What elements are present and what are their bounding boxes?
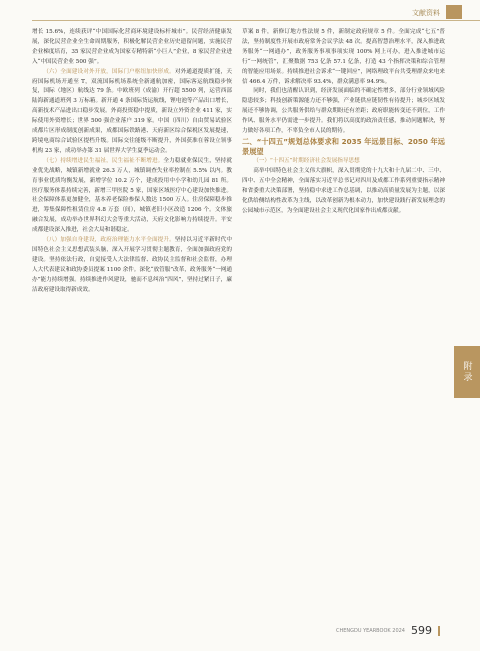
paragraph xyxy=(32,236,232,295)
paragraph: 草案 8 件，新修订地方性法规 5 件，新制定政府规章 5 件。全面完成“七五”普法，坚持制度性开展市政府常务会议学法 48 次。提高智慧治理水平，深入推进政务服务“一网通办”，政务服务事项事项实现 100% 网上可办，进入推进城市运行“一网统管”，汇聚数据 753 亿条 57.1 亿条，打造 43 个指挥决策和综合管理的智能应用场景。持续推进社会诉求“一键回应”，网络理政平台共受理群众来电来信 466.4 万件，诉求解决率 93.4%，群众满意率 94.9%。 xyxy=(242,29,445,85)
paragraph-text: 全力稳就业保民生，坚持就业优先战略，城镇新增就业 26.3 万人，城镇调查失业率控制在 5.5% 以内。教育事业优质均衡发展，新增学位 10.2 万个，建成投用中小学和幼儿园 81 所。医疗服务体系持续完善，新增三甲医院 5 家，国家区域医疗中心建设加快推进。社会保障体系更加健全，基本养老保险参保人数达 1500 万人。住房保障稳步推进，筹集保障性租赁住房 4.8 万套（间），城镇老旧小区改造 1206 个。文体旅融合发展，成功举办世界科幻大会等重大活动，天府文化影响力持续提升。平安成都建设深入推进，社会大局和谐稳定。 xyxy=(32,157,232,234)
footer-accent-bar xyxy=(438,626,440,636)
paragraph xyxy=(242,157,445,167)
journal-name: CHENGDU YEARBOOK 2024 xyxy=(335,627,405,634)
subheading: （七）持续增进民生福祉，民生福祉不断增进。 xyxy=(43,157,164,164)
subheading: （一）“十四五”时期经济社会发展指导思想 xyxy=(253,157,360,164)
paragraph-text: 坚持以习近平新时代中国特色社会主义思想武装头脑，深入开展学习贯彻主题教育，全面加强政府党的建设。坚持依法行政，自觉接受人大法律监督、政协民主监督和社会监督，办理人大代表建议和政协委员提案 1100 余件。深化“放管服”改革，政务服务“一网通办”能力持续增强。持续推进作风建设，驰而不息纠治“四风”，坚持过紧日子，廉洁政府建设取得新成效。 xyxy=(32,237,232,293)
appendix-side-tab: 附录 xyxy=(454,346,480,398)
top-rule xyxy=(32,20,480,21)
paragraph: 同时，我们也清醒认识到，经济发展面临的不确定性增多，部分行业领域风险隐患较多；科技创新策源能力还不够强，产业链供应链韧性有待提升；城乡区域发展还不够协调，公共服务供给与群众期盼还有差距；政府职能转变还不到位，工作作风、服务水平仍需进一步提升。我们将以高度的政治责任感，推动问题解决，努力做好各项工作，不辜负全市人民的期待。 xyxy=(242,88,445,135)
subheading: （六）全面建设对外开放，国际门户枢纽加快形成。 xyxy=(43,68,175,75)
subheading: （八）加强自身建设，政府治理能力水平全面提升。 xyxy=(43,237,175,244)
header-color-block xyxy=(446,5,462,19)
left-column xyxy=(32,28,232,295)
right-column xyxy=(242,28,445,216)
header-label: 文献资料 xyxy=(412,9,440,17)
page-footer xyxy=(336,624,440,637)
paragraph: 高举中国特色社会主义伟大旗帜，深入贯彻党的十九大和十九届二中、三中、四中、五中全会精神，全面落实习近平总书记对四川及成都工作系列重要指示精神和省委重大决策部署，坚持稳中求进工作总基调，以推动高质量发展为主题，以深化供给侧结构性改革为主线，以改革创新为根本动力，加快建设践行新发展理念的公园城市示范区，为全面建设社会主义现代化国家作出成都贡献。 xyxy=(242,167,445,214)
paragraph: 增长 15.6%，连续获评“中国国际化营商环境建设标杆城市”。民营经济健康发展，深化民营企业全生命周期服务，积极化解民营企业历史遗留问题，实施民营企业梯度培育，35 家民营企业成为国家专精特新“小巨人”企业，8 家民营企业进入“中国民营企业 500 强”。 xyxy=(32,29,232,65)
paragraph xyxy=(32,68,232,157)
page-number: 599 xyxy=(411,624,432,637)
paragraph xyxy=(32,157,232,236)
section-title: 二、“十四五”规划总体要求和 2035 年远景目标、2050 年远景展望 xyxy=(242,136,445,156)
paragraph-text: 对外通道提质扩能，天府国际机场开通至 T，双流国际机场系统全新通航加密，国际客运航线稳步恢复，国际（地区）航线达 79 条。中欧班列（成渝）开行超 5500 列，运营西部陆海新通道班列 3 万标箱。新开通 4 条国际货运航线，锂电池等产品出口增长，高新技术产品进出口稳步发展。外商投资稳中提质，新设立外资企业 411 家，实际使用外资增长；世界 500 强企业落户 319 家。中国（四川）自由贸易试验区成都片区形成制度创新成果，成都国际铁路港、天府新区综合保税区发展提速，跨境电商综合试验区提档升级。国际交往能级不断提升，外国获准在蓉设立领事机构 23 家，成功举办第 31 届世界大学生夏季运动会。 xyxy=(32,68,232,154)
